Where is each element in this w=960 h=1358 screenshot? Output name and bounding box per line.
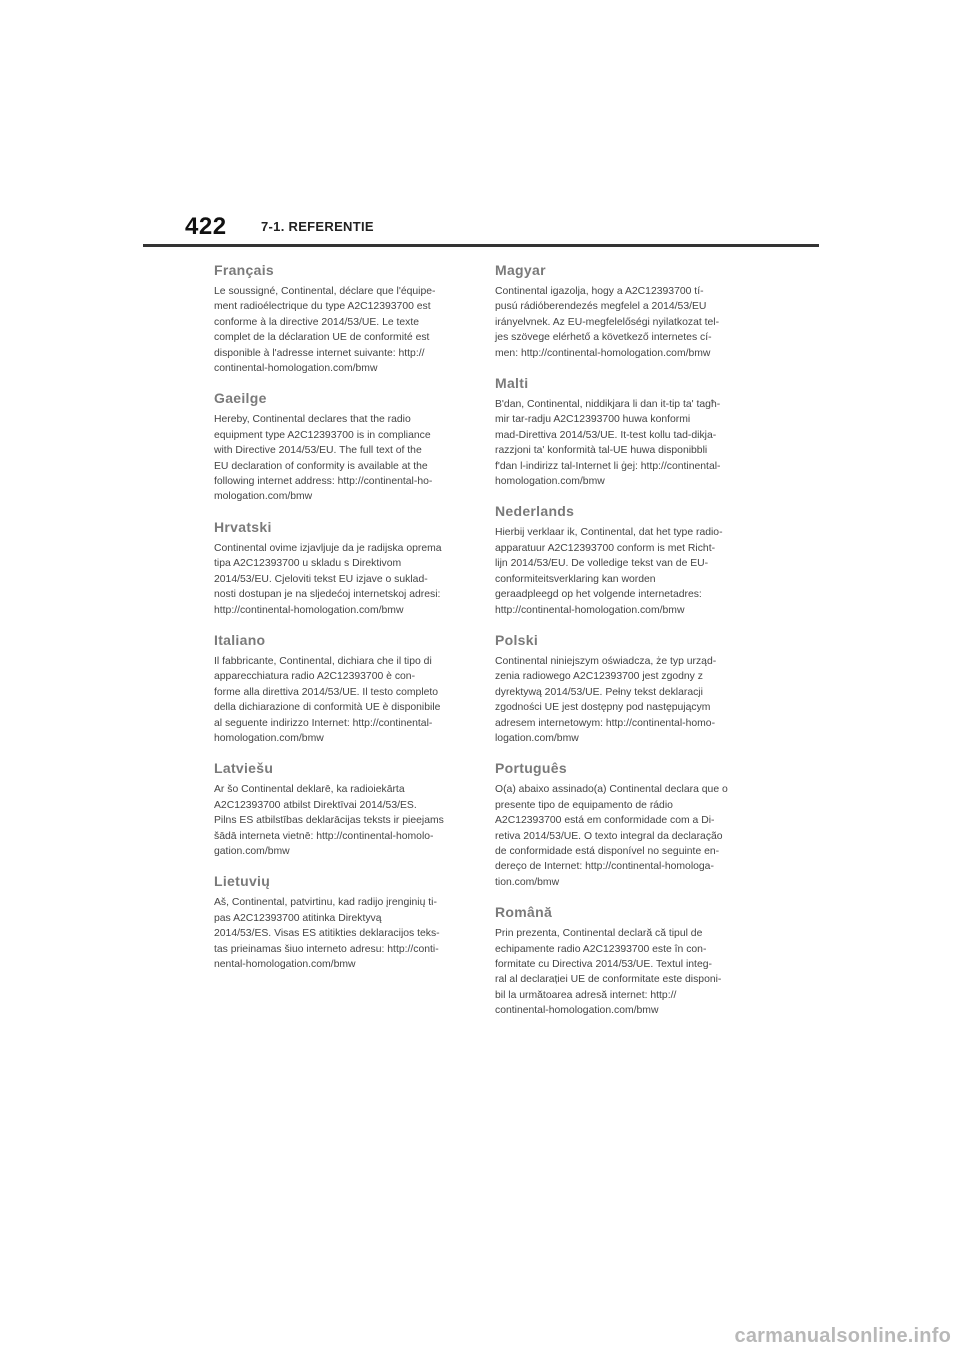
lang-text: Il fabbricante, Continental, dichiara che il tipo di apparecchiatura radio A2C12393700 è con- forme alla direttiva 2014/53/UE. Il testo completo della dichiarazione di conformità UE è disponibile al seguente indirizzo Internet: http://continental- homologation.com/bmw	[214, 655, 441, 744]
lang-block-polski	[495, 632, 757, 746]
header-divider	[143, 244, 819, 247]
lang-block-francais	[214, 262, 469, 376]
lang-block-gaeilge	[214, 390, 469, 504]
page-number: 422	[185, 213, 227, 240]
lang-title: Latviešu	[214, 760, 274, 777]
lang-title: Magyar	[495, 262, 546, 278]
lang-block-lietuviu	[214, 873, 469, 972]
lang-title: Română	[495, 904, 553, 921]
lang-text: B'dan, Continental, niddikjara li dan it-tip ta' tagħ- mir tar-radju A2C12393700 huwa konformi mad-Direttiva 2014/53/UE. It-test kollu tad-dikja- razzjoni ta' konformità tal-UE huwa disponibbli f'dan l-indirizz tal-Internet li ġej: http://continental- homologation.com/bmw	[495, 399, 721, 488]
lang-block-italiano	[214, 632, 469, 746]
lang-title: Nederlands	[495, 503, 575, 520]
lang-text: Continental ovime izjavljuje da je radijska oprema tipa A2C12393700 u skladu s Direktivom 2014/53/EU. Cjeloviti tekst EU izjave o suklad- nosti dostupan je na sljedećoj internetskoj adresi: http://continental-homologation.com/bmw	[214, 542, 442, 616]
lang-title: Polski	[495, 631, 539, 648]
lang-title: Hrvatski	[214, 518, 272, 535]
lang-title: Français	[214, 262, 274, 278]
lang-text: Hereby, Continental declares that the radio equipment type A2C12393700 is in compliance with Directive 2014/53/EU. The full text of the EU declaration of conformity is available at the following internet address: http://continental-ho- mologation.com/bmw	[214, 414, 433, 503]
lang-text: Prin prezenta, Continental declară că tipul de echipamente radio A2C12393700 este în con- formitate cu Directiva 2014/53/UE. Textul integ- ral al declarației UE de conformitate este disponi- bil la următoarea adresă internet: http:// continental-homologation.com/bmw	[495, 928, 722, 1017]
lang-block-portugues	[495, 760, 757, 890]
lang-title: Português	[495, 760, 567, 777]
watermark: carmanualsonline.info	[734, 1325, 951, 1347]
lang-text: O(a) abaixo assinado(a) Continental declara que o presente tipo de equipamento de rádio A2C12393700 está em conformidade com a Di- retiva 2014/53/UE. O texto integral da declaração de conformidade está disponível no seguinte en- dereço de Internet: http://continental-homologa- tion.com/bmw	[495, 784, 728, 888]
section-title: 7-1. REFERENTIE	[261, 219, 374, 234]
lang-text: Continental igazolja, hogy a A2C12393700 tí- pusú rádióberendezés megfelel a 2014/53/EU irányelvnek. Az EU-megfelelőségi nyilatkozat tel- jes szövege elérhető a következő internetes cí- men: http://continental-homologation.com/bmw	[495, 286, 720, 359]
lang-title: Italiano	[214, 631, 266, 648]
lang-text: Hierbij verklaar ik, Continental, dat het type radio- apparatuur A2C12393700 conform is met Richt- lijn 2014/53/EU. De volledige tekst van de EU- conformiteitsverklaring kan worden geraadpleegd op het volgende internetadres: http://continental-homologation.com/bmw	[495, 527, 723, 616]
lang-text: Aš, Continental, patvirtinu, kad radijo įrenginių ti- pas A2C12393700 atitinka Direktyvą 2014/53/ES. Visas ES atitikties deklaracijos teks- tas prieinamas šiuo interneto adresu: http://conti- nental-homologation.com/bmw	[214, 897, 440, 970]
lang-title: Malti	[495, 375, 529, 392]
right-column	[495, 262, 757, 1033]
lang-block-romana	[495, 904, 757, 1018]
lang-block-malti	[495, 375, 757, 489]
lang-text: Continental niniejszym oświadcza, że typ urząd- zenia radiowego A2C12393700 jest zgodny z dyrektywą 2014/53/UE. Pełny tekst deklaracji zgodności UE jest dostępny pod następującym adresem internetowym: http://continental-homo- logation.com/bmw	[495, 655, 717, 744]
lang-block-magyar	[495, 262, 757, 361]
lang-block-latviesu	[214, 760, 469, 859]
lang-block-nederlands	[495, 503, 757, 617]
lang-title: Lietuvių	[214, 873, 271, 890]
lang-text: Le soussigné, Continental, déclare que l'équipe- ment radioélectrique du type A2C12393700 est conforme à la directive 2014/53/UE. Le texte complet de la déclaration UE de conformité est disponible à l'adresse internet suivante: http:// continental-homologation.com/bmw	[214, 286, 436, 375]
lang-block-hrvatski	[214, 519, 469, 618]
lang-title: Gaeilge	[214, 390, 267, 407]
left-column	[214, 262, 469, 986]
lang-text: Ar šo Continental deklarē, ka radioiekārta A2C12393700 atbilst Direktīvai 2014/53/ES. Pilns ES atbilstības deklarācijas teksts ir pieejams šādā interneta vietnē: http://continental-homolo- gation.com/bmw	[214, 784, 444, 857]
page-header	[0, 0, 960, 250]
